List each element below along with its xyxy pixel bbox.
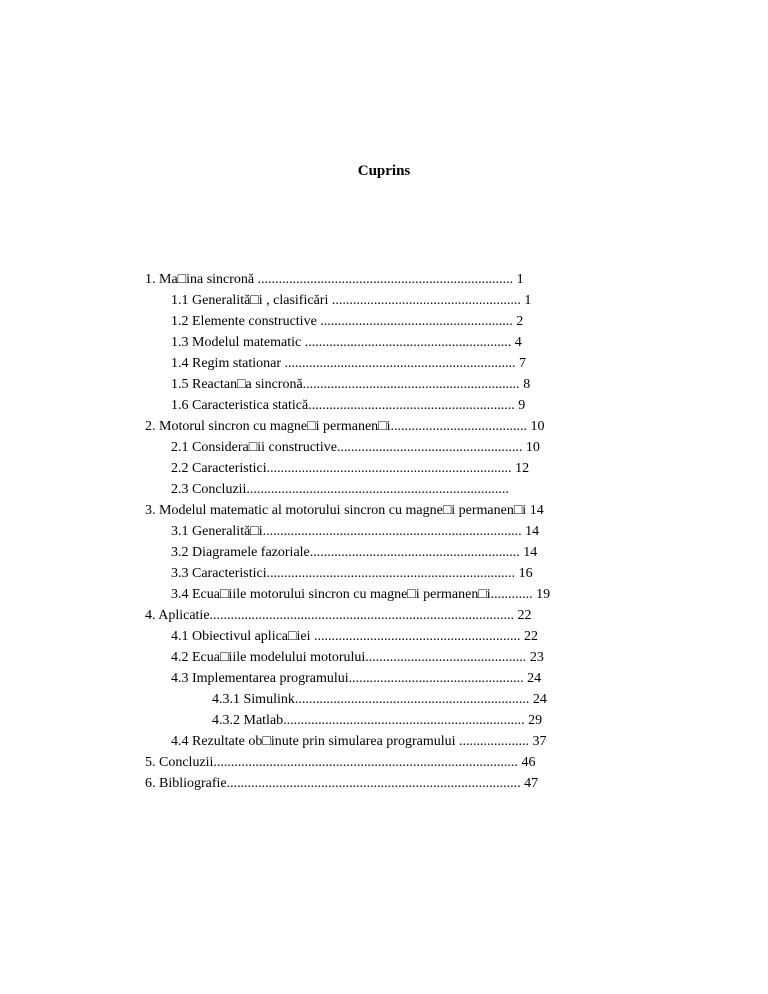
toc-entry-text: 4.1 Obiectivul aplica□iei ...........................................................: [171, 629, 521, 644]
toc-entry-1-1: [171, 292, 531, 310]
toc-entry-text: 1.6 Caracteristica statică...........................................................: [171, 398, 515, 413]
toc-entry-4: [145, 607, 532, 625]
toc-entry-page: 2: [516, 314, 524, 329]
toc-entry-1-2: [171, 313, 523, 331]
toc-entry-1-6: [171, 397, 525, 415]
toc-entry-text: 2.2 Caracteristici......................................................................: [171, 461, 512, 476]
toc-entry-page: 10: [525, 440, 540, 455]
toc-entry-6: [145, 775, 538, 793]
toc-entry-text: 2.3 Concluzii...........................................................................: [171, 482, 509, 497]
toc-entry-text: 3.4 Ecua□iile motorului sincron cu magne□i permanen□i............: [171, 587, 533, 602]
toc-entry-page: 4: [514, 335, 522, 350]
toc-entry-page: 7: [519, 356, 527, 371]
toc-entry-text: 4.4 Rezultate ob□inute prin simularea programului ....................: [171, 734, 529, 749]
toc-entry-text: 3.2 Diagramele fazoriale............................................................: [171, 545, 520, 560]
toc-entry-text: 4.3.2 Matlab.....................................................................: [212, 713, 525, 728]
toc-entry-text: 4.3.1 Simulink...................................................................: [212, 692, 530, 707]
toc-entry-page: 22: [517, 608, 532, 623]
toc-entry-text: 1.1 Generalită□i , clasificări ......................................................: [171, 293, 521, 308]
toc-entry-page: 47: [524, 776, 539, 791]
toc-entry-text: 5. Concluzii.......................................................................................: [145, 755, 518, 770]
toc-entry-4-2: [171, 649, 544, 667]
toc-entry-page: 14: [523, 545, 538, 560]
toc-entry-1: [145, 271, 524, 289]
toc-entry-text: 1.4 Regim stationar ..................................................................: [171, 356, 516, 371]
toc-entry-page: 14: [529, 503, 544, 518]
toc-entry-text: 1.5 Reactan□a sincronă..............................................................: [171, 377, 520, 392]
toc-entry-page: 1: [516, 272, 524, 287]
toc-entry-page: 22: [523, 629, 538, 644]
toc-entry-page: 10: [530, 419, 545, 434]
toc-entry-text: 4.3 Implementarea programului..................................................: [171, 671, 524, 686]
toc-entry-2: [145, 418, 545, 436]
toc-entry-page: 19: [536, 587, 551, 602]
toc-entry-page: 46: [521, 755, 536, 770]
toc-entry-1-5: [171, 376, 530, 394]
toc-entry-2-2: [171, 460, 529, 478]
page-title: Cuprins: [357, 163, 411, 179]
toc-entry-text: 2. Motorul sincron cu magne□i permanen□i.......................................: [145, 419, 528, 434]
toc-entry-page: 12: [515, 461, 530, 476]
toc-entry-1-3: [171, 334, 522, 352]
toc-entry-page: 9: [518, 398, 526, 413]
toc-entry-page: 24: [532, 692, 547, 707]
toc-entry-text: 2.1 Considera□ii constructive.....................................................: [171, 440, 523, 455]
toc-entry-page: 14: [525, 524, 540, 539]
toc-entry-1-4: [171, 355, 526, 373]
toc-entry-text: 1. Ma□ina sincronă .........................................................................: [145, 272, 514, 287]
toc-entry-5: [145, 754, 535, 772]
toc-entry-page: 23: [529, 650, 544, 665]
toc-entry-page: 16: [518, 566, 533, 581]
toc-entry-page: 37: [532, 734, 547, 749]
toc-entry-4-3-1: [212, 691, 547, 709]
toc-entry-text: 1.2 Elemente constructive .......................................................: [171, 314, 513, 329]
toc-entry-text: 3. Modelul matematic al motorului sincron cu magne□i permanen□i: [145, 503, 527, 518]
toc-entry-page: 1: [524, 293, 532, 308]
toc-entry-2-3: [171, 481, 509, 499]
toc-entry-3-1: [171, 523, 539, 541]
toc-entry-3-2: [171, 544, 537, 562]
toc-entry-text: 3.3 Caracteristici.......................................................................: [171, 566, 516, 581]
toc-entry-text: 3.1 Generalită□i..........................................................................: [171, 524, 522, 539]
toc-entry-3: [145, 502, 544, 520]
toc-entry-4-1: [171, 628, 538, 646]
toc-entry-text: 6. Bibliografie....................................................................................: [145, 776, 521, 791]
toc-entry-page: 29: [528, 713, 543, 728]
toc-entry-page: 8: [523, 377, 531, 392]
toc-entry-2-1: [171, 439, 540, 457]
toc-entry-text: 4.2 Ecua□iile modelului motorului..............................................: [171, 650, 527, 665]
toc-entry-4-3: [171, 670, 541, 688]
toc-entry-4-3-2: [212, 712, 542, 730]
toc-entry-4-4: [171, 733, 547, 751]
toc-entry-text: 4. Aplicatie.......................................................................................: [145, 608, 515, 623]
toc-entry-page: 24: [527, 671, 542, 686]
toc-entry-3-4: [171, 586, 550, 604]
toc-entry-3-3: [171, 565, 533, 583]
toc-entry-text: 1.3 Modelul matematic ...........................................................: [171, 335, 512, 350]
